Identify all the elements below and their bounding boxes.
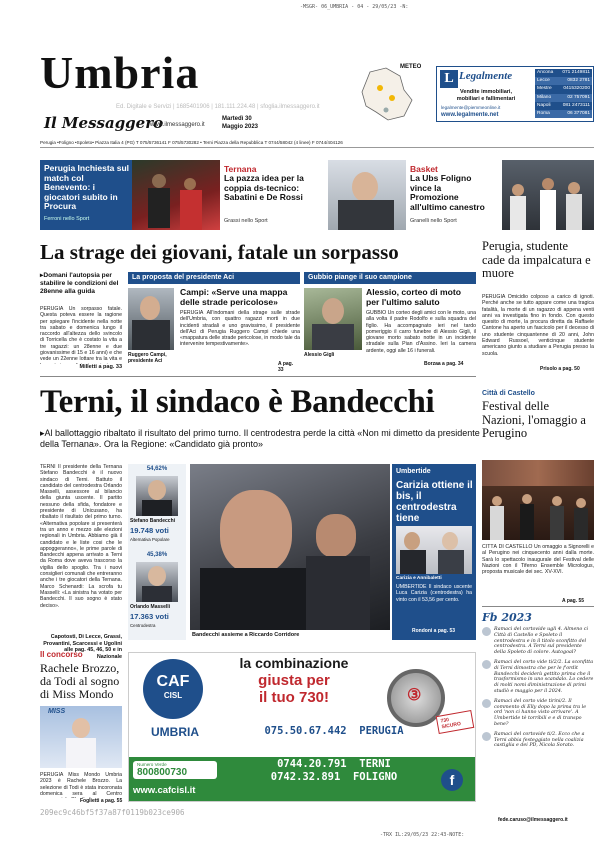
digital-watermark: Ed. Digitale e Servizi | 1685401906 | 181.111.224.48 | sfoglia.ilmessaggero.it <box>116 104 320 110</box>
castello-headline[interactable]: Festival delle Nazioni, l'omaggio a Perugino <box>482 399 586 440</box>
campi-photo <box>128 288 174 350</box>
carizia-photo <box>396 526 472 574</box>
campi-caption: Ruggero Campi, presidente Aci <box>128 352 167 364</box>
concorso-author: Foglietti a pag. 55 <box>80 798 123 804</box>
legalmente-website[interactable]: www.legalmente.net <box>441 112 499 118</box>
address-line: Perugia •Foligno •Spoleto• Piazza Italia 4 (PG) T 075/5736141 F 075/5730282 • Terni Piazza della Repubblica T 0744/58042 (4 linee) F 0744/404126 <box>40 140 594 148</box>
green-number-box <box>133 761 217 779</box>
teaser-basket-kicker: Basket <box>410 164 438 174</box>
perugia-student-author: Prisolo a pag. 50 <box>540 366 580 372</box>
caf-phone-line[interactable]: 0744.20.791 TERNI <box>277 758 391 770</box>
office-row <box>535 77 592 85</box>
meteo-label: METEO <box>400 64 422 70</box>
caf-phone-line[interactable]: 0742.32.891 FOLIGNO <box>270 771 398 783</box>
teaser-perugia-headline[interactable]: Perugia Inchiesta sul match col Benevento: i giocatori subito in Procura <box>44 163 130 211</box>
office-phone: 0415320200 <box>563 86 590 92</box>
lead-headline[interactable]: Terni, il sindaco è Bandecchi <box>40 384 435 420</box>
caf-cisl-ad[interactable] <box>128 652 476 802</box>
office-phone: 071 2149811 <box>562 70 590 75</box>
masselli-portrait <box>136 562 178 602</box>
aci-box <box>128 272 300 372</box>
office-phone: 06 377081 <box>567 111 590 117</box>
fb-item <box>482 627 594 656</box>
caf-headline <box>221 655 367 723</box>
basket-photo <box>502 160 594 230</box>
safe-dial-icon: ③ <box>407 687 422 704</box>
castello-kicker: Città di Castello <box>482 390 535 397</box>
avatar-icon <box>482 699 491 708</box>
fb-item <box>482 660 594 695</box>
concorso-body: PERUGIA Miss Mondo Umbria 2023 è Rachele Brozzo. La selezione di Todi è stata incoronata domenica sera al Centro <box>40 772 122 797</box>
green-label: Numero Verde <box>137 762 167 767</box>
office-row <box>535 85 592 93</box>
ballot-results <box>128 464 186 640</box>
legalmente-logo-icon: L <box>440 70 458 88</box>
office-phone: 02 757091 <box>567 94 590 100</box>
teaser-basket-headline[interactable]: La Ubs Foligno vince la Promozione all'ultimo canestro <box>410 173 485 212</box>
footer-code: -TRX IL:29/05/23 22:43-NOTE: <box>380 832 465 838</box>
avatar-icon <box>482 660 491 669</box>
umbertide-body: UMBERTIDE Il sindaco uscente Luca Carizia (centrodestra) ha vinto con il 53,56 per cento. <box>396 584 472 603</box>
office-city: Napoli <box>537 102 551 108</box>
green-number: 800800730 <box>137 767 188 778</box>
caf-headline-l2: giusta per <box>258 672 330 689</box>
teaser-ternana-kicker: Ternana <box>224 164 257 174</box>
facebook-icon[interactable]: f <box>441 769 463 791</box>
caf-region: UMBRIA <box>151 725 199 739</box>
teaser-ternana-author: Grassi nello Sport <box>224 218 268 224</box>
fb-item <box>482 699 594 728</box>
fb-items <box>482 627 594 753</box>
office-city: Ancona <box>537 70 554 75</box>
caf-website[interactable]: www.cafcisl.it <box>133 785 196 796</box>
aci-headline[interactable]: Campi: «Serve una mappa delle strade pericolose» <box>180 287 288 307</box>
strage-sub: ▸Domani l'autopsia per stabilire le condizioni del 28enne alla guida <box>40 272 119 295</box>
aci-body: PERUGIA All'indomani della strage sulle strade dell'Umbria, con quattro ragazzi morti in due incidenti stradali e uno gravissimo, il presidente dell'Aci di Perugia Ruggero Campi chiede una «mappatura delle strade pericolose, in modo tale da intervenire tempestivamente». <box>180 310 300 348</box>
festival-photo <box>482 460 594 540</box>
office-city: Milano <box>537 94 552 100</box>
result-top-votes: 19.748 voti <box>130 526 169 535</box>
legalmente-line2: mobiliari e fallimentari <box>456 96 516 102</box>
concorso-headline[interactable]: Rachele Brozzo, da Todi al sogno di Miss Mondo <box>40 661 120 701</box>
office-row <box>535 94 592 102</box>
fb-column <box>482 606 594 826</box>
teaser-band <box>40 160 594 230</box>
avatar-icon <box>482 627 491 636</box>
football-photo <box>132 160 220 230</box>
caf-badge: 730 SICURO <box>436 710 475 734</box>
website[interactable]: www.ilmessaggero.it <box>150 122 205 128</box>
fb-title: Fb 2023 <box>482 611 532 624</box>
teaser-ternana-box <box>220 160 406 230</box>
castello-body: CITTÀ DI CASTELLO Un omaggio a Signorelli e al Perugino nei cinquecento anni dalla morte. Sarà lo spettacolo inaugurale del Festival delle Nazioni con il Tiferno Ensemble Micrologus, proposta musicale dei sec. XV-XVI. <box>482 544 594 576</box>
gubbio-box <box>304 272 476 372</box>
masthead-title: Umbria <box>40 47 200 98</box>
sabatini-photo <box>328 160 406 230</box>
fb-item-text: Ramaci del cortovide ti/2. Ecco che a Terni abbia festeggiato nella coalizia castiglia e dei PD, Nicola Sorato. <box>494 731 585 749</box>
gubbio-body: GUBBIO Un corteo degli amici con le moto, una alla volta il padre Rodolfo e sulla squadra del figlio. Ha accompagnato ieri nel tardo pomeriggio il carro funebre di Alessio Gigli, il giovane morto sabato notte in un incidente stradale sulla Pian d'Assino. Ieri la camera ardente, oggi alle 16 i funerali. <box>366 310 476 354</box>
caf-logo-text: CAF <box>156 673 190 690</box>
teaser-ternana-headline[interactable]: La pazza idea per la coppia ds-tecnico: Sabatini e De Rossi <box>224 173 304 202</box>
lead-sub: ▸Al ballottaggio ribaltato il risultato del primo turno. Il centrodestra perde la città «Non mi dimetto da presidente della Ternana». Ora la Regione: «Candidato già pronto» <box>40 428 480 449</box>
castello-page: A pag. 55 <box>562 598 585 604</box>
umbria-map-icon <box>352 66 422 124</box>
umbertide-label: Umbertide <box>396 468 431 475</box>
legalmente-email: legalmente@piemmeonline.it <box>441 105 501 110</box>
office-city: Roma <box>537 111 550 117</box>
concorso-label: Il concorso <box>40 650 83 659</box>
legalmente-line1: Vendite immobiliari, <box>460 89 512 95</box>
umbertide-caption: Carizia e Annibaletti <box>396 576 442 581</box>
caf-phones <box>229 725 439 784</box>
miss-banner-icon: MISS <box>48 708 66 715</box>
result-bottom-percent: 45,38% <box>146 552 168 558</box>
strage-author: Milletti a pag. 33 <box>79 364 122 370</box>
main-photo-caption: Bandecchi assieme a Riccardo Corridore <box>192 632 300 638</box>
office-row <box>535 102 592 110</box>
gubbio-author: Borzaa a pag. 34 <box>424 361 464 367</box>
result-bottom-name: Orlando Masselli <box>130 604 171 610</box>
perugia-student-body: PERUGIA Omicidio colposo a carico di ignoti. Perché anche se tutto appare come una tragica fatalità, la morte di un ragazzo di appena venti anni va investigata fino in fondo. Con questo quesito di morte, la procura diretta da Raffaele Cantone ha aperto un fascicolo per il decesso di uno studente cinquantenne di 20 anni, John Edward Russoel, venticinque studente americano giunto a studiare a Perugia presso la scuola. <box>482 294 594 357</box>
lead-author: Capotosti, Di Lecce, Grassi, Provantini, Scarcessi e Ugolini alle pag. 45, 46, 50 e in Nazionale <box>43 634 122 660</box>
office-phone: 0832 2781 <box>567 78 590 84</box>
umbertide-box <box>392 464 476 640</box>
print-code: -MSGR- 06_UMBRIA - 04 - 29/05/23 -N: <box>300 4 409 10</box>
teaser-perugia-author: Ferroni nello Sport <box>44 216 90 222</box>
fb-item <box>482 732 594 749</box>
legalmente-box <box>436 66 594 122</box>
fb-item-text: Ramaci del cortovide ugli 4. Almeno ci Città di Castello e Spoleto il centrodestra e in il titolo sconfitto del centrodestra. A Terni sul presidente della Spoleto di colore. Autogoal? <box>494 627 589 656</box>
gigli-caption: Alessio Gigli <box>304 352 335 358</box>
office-city: Lecce <box>537 78 550 84</box>
result-bottom-votes: 17.363 voti <box>130 612 169 621</box>
teaser-basket-author: Granelli nello Sport <box>410 218 457 224</box>
office-row <box>535 69 592 77</box>
caf-headline-l3: il tuo 730! <box>258 689 329 706</box>
perugia-student-headline[interactable]: Perugia, studente cade da impalcatura e muore <box>482 239 591 280</box>
legalmente-offices <box>535 69 592 118</box>
aci-page: A pag. 33 <box>278 361 294 373</box>
umbertide-author: Rondoni a pag. 53 <box>412 628 456 634</box>
office-phone: 081 2473111 <box>562 102 590 108</box>
aci-label: La proposta del presidente Aci <box>128 272 300 284</box>
teaser-basket-box <box>406 160 594 230</box>
fb-item-text: Ramaci del corto vide tirini/2. Il commento di Elly dopo la prima tra le ord 'non ci hanno visto arrivare'. A Umbertide tè torribili e e di transpo bene? <box>494 698 587 727</box>
result-top-party: Alternativa Popolare <box>130 537 170 542</box>
avatar-icon <box>482 732 491 741</box>
meteo-box <box>352 66 422 124</box>
result-top-percent: 54,62% <box>146 466 168 472</box>
result-top-name: Stefano Bandecchi <box>130 518 176 524</box>
umbertide-headline[interactable]: Carizia ottiene il bis, il centrodestra tiene <box>396 480 473 524</box>
gigli-photo <box>304 288 362 350</box>
caf-logo-sub: CISL <box>163 691 183 700</box>
gubbio-headline[interactable]: Alessio, corteo di moto per l'ultimo saluto <box>366 287 462 307</box>
lead-body: TERNI Il presidente della Ternana Stefano Bandecchi è il nuovo sindaco di Terni. Battuto il candidato del centrodestra Orlando Masselli, assessore al bilancio della giunta uscente. Il partito nessuno della sfida, fondatore e presidente di Unicusano, ha ribaltato il risultato del primo turno. «Alternativa popolare si presenterà tra un anno e mezzo alle elezioni regionali in Umbria. Abbiamo già il candidato e le liste cosi che le appoggeranno», le prime parole di Bandecchi appena arrivato a Terni da Roma dove aveva trascorso la vigilia dello spoglio. Tra i nuovi consiglieri comunali che entreranno anche i tre giocatori della Ternana. Marco Schenardi: La scrofa tu Masselli: «La sinistra ha votato per Bandecchi. Il suo sogno è stato deciso». <box>40 464 122 609</box>
result-bottom-party: Centrodestra <box>130 623 156 628</box>
legalmente-brand: Legalmente <box>459 70 513 82</box>
gubbio-label: Gubbio piange il suo campione <box>304 272 476 284</box>
bandecchi-main-photo <box>190 464 390 630</box>
strage-body: PERUGIA Un sorpasso fatale. Questa poteva essere la ragione per spiegare l'incidente nella notte tra sabato e domenica lungo il raccordo all'altezza dello svincolo di Torricella che è costato la vita a tre ragazzi: un 28enne e due giovanissime di 15 e 16 anni) e che vede un 22enne lottare tra la vita e <box>40 306 122 363</box>
caf-phone-line[interactable]: 075.50.67.442 PERUGIA <box>264 725 404 737</box>
paper-name: Il Messaggero <box>44 114 164 132</box>
fb-item-text: Ramaci del corto vide ti/2/2. La sconfitta di Terni dimostra che per le f'ordit Bandecchi deciderà gettito prima che il trasformismo in uno scandalo. Lo cedere di molti nomi diministrazione di primi studiò e maggio per il 2024. <box>494 659 594 694</box>
office-row <box>535 110 592 118</box>
page-stamp: 209ec9c46bf5f37a87f0119b023ce906 <box>40 808 185 817</box>
caf-headline-l1: la combinazione <box>239 655 349 671</box>
caf-logo-area <box>129 653 221 757</box>
fb-footer: fede.caruso@ilmessaggero.it <box>498 817 568 823</box>
miss-photo <box>40 706 122 768</box>
bandecchi-portrait <box>136 476 178 516</box>
office-city: Mestre <box>537 86 552 92</box>
issue-date: Martedì 30 Maggio 2023 <box>222 116 259 130</box>
strage-headline[interactable]: La strage dei giovani, fatale un sorpasso <box>40 240 399 264</box>
